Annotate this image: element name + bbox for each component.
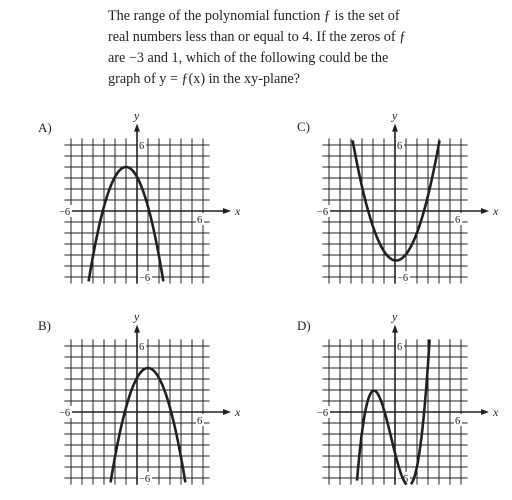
x-axis-label: x bbox=[235, 405, 241, 419]
y-axis-label: y bbox=[392, 108, 398, 123]
tick-label-top: 6 bbox=[397, 141, 403, 152]
tick-label-right: 6 bbox=[455, 215, 461, 226]
y-axis-arrow-icon bbox=[392, 325, 398, 333]
option-d-label[interactable]: D) bbox=[297, 318, 311, 333]
tick-label-left: −6 bbox=[59, 207, 71, 218]
tick-label-top: 6 bbox=[139, 342, 145, 353]
x-axis-label: x bbox=[235, 204, 241, 218]
tick-label-bottom: −6 bbox=[139, 273, 151, 284]
y-axis-label: y bbox=[134, 309, 140, 324]
option-a-label[interactable]: A) bbox=[38, 120, 52, 135]
tick-label-top: 6 bbox=[397, 342, 403, 353]
x-axis-arrow-icon bbox=[481, 409, 489, 415]
x-axis-label: x bbox=[493, 204, 499, 218]
x-axis-label: x bbox=[493, 405, 499, 419]
tick-label-bottom: −6 bbox=[139, 474, 151, 485]
question-line: graph of y = ƒ(x) in the xy-plane? bbox=[108, 71, 300, 87]
tick-label-left: −6 bbox=[317, 408, 329, 419]
tick-label-left: −6 bbox=[59, 408, 71, 419]
y-axis-label: y bbox=[134, 108, 140, 123]
tick-label-bottom: −6 bbox=[397, 474, 409, 485]
tick-label-top: 6 bbox=[139, 141, 145, 152]
question-line: The range of the polynomial function ƒ is the set of bbox=[108, 8, 400, 24]
tick-label-right: 6 bbox=[197, 416, 203, 427]
tick-label-right: 6 bbox=[197, 215, 203, 226]
question-line: are −3 and 1, which of the following could be the bbox=[108, 50, 389, 66]
option-c-label[interactable]: C) bbox=[297, 119, 310, 134]
question-line: real numbers less than or equal to 4. If the zeros of ƒ bbox=[108, 29, 407, 45]
tick-label-left: −6 bbox=[317, 207, 329, 218]
tick-label-right: 6 bbox=[455, 416, 461, 427]
y-axis-label: y bbox=[392, 309, 398, 324]
tick-label-bottom: −6 bbox=[397, 273, 409, 284]
option-b-label[interactable]: B) bbox=[38, 318, 51, 333]
